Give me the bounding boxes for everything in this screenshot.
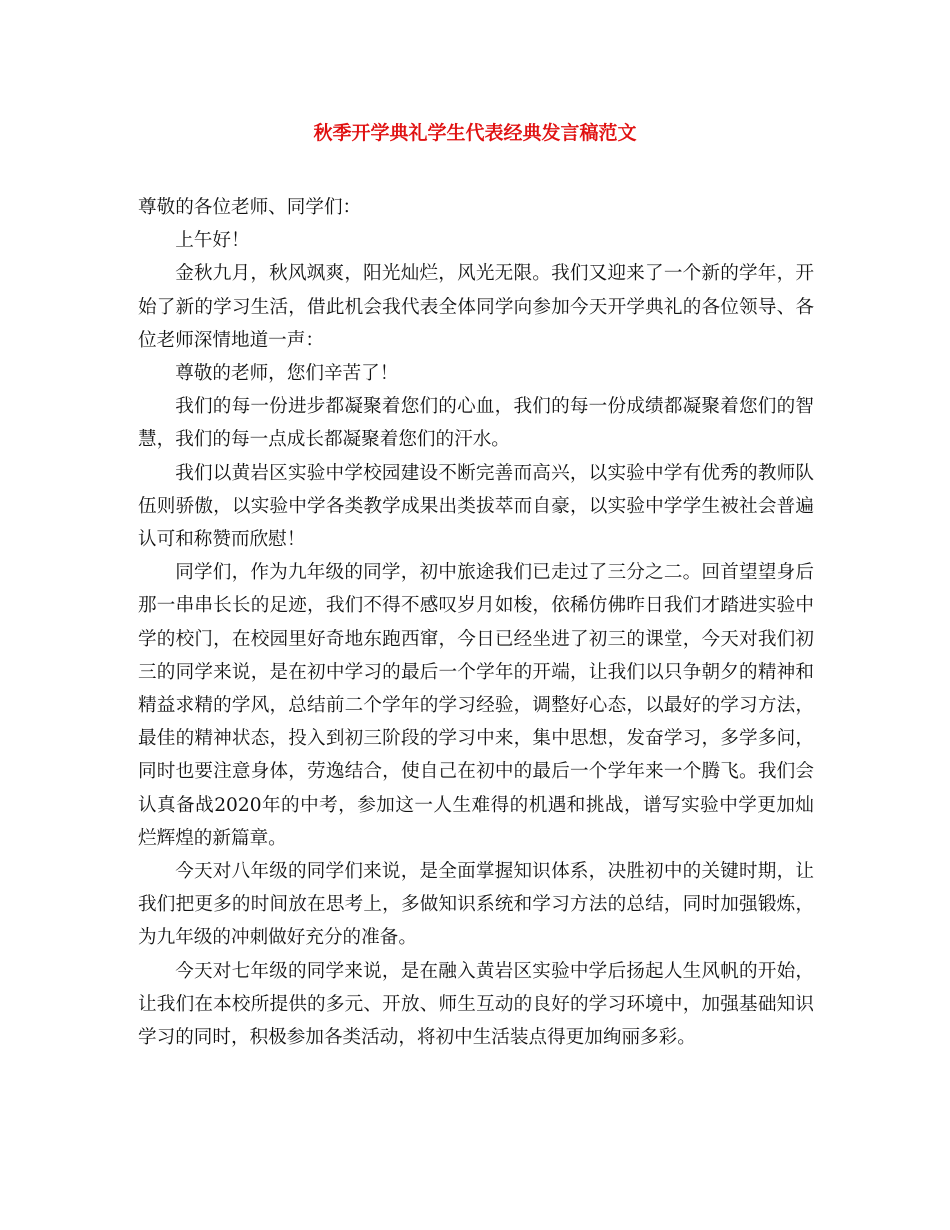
body-paragraph: 我们以黄岩区实验中学校园建设不断完善而高兴，以实验中学有优秀的教师队伍则骄傲，以实验中学各类教学成果出类拔萃而自豪，以实验中学学生被社会普遍认可和称赞而欣慰！ bbox=[138, 462, 814, 551]
document-title: 秋季开学典礼学生代表经典发言稿范文 bbox=[313, 122, 637, 144]
body-paragraph: 金秋九月，秋风飒爽，阳光灿烂，风光无限。我们又迎来了一个新的学年，开始了新的学习生活，借此机会我代表全体同学向参加今天开学典礼的各位领导、各位老师深情地道一声： bbox=[138, 263, 814, 351]
document-body bbox=[138, 191, 814, 1054]
greeting-paragraph: 上午好！ bbox=[175, 230, 250, 252]
body-paragraph: 今天对八年级的同学们来说，是全面掌握知识体系，决胜初中的关键时期，让我们把更多的时间放在思考上，多做知识系统和学习方法的总结，同时加强锻炼，为九年级的冲刺做好充分的准备。 bbox=[138, 861, 814, 949]
body-paragraph: 我们的每一份进步都凝聚着您们的心血，我们的每一份成绩都凝聚着您们的智慧，我们的每一点成长都凝聚着您们的汗水。 bbox=[138, 396, 814, 451]
body-paragraph: 同学们，作为九年级的同学，初中旅途我们已走过了三分之二。回首望望身后那一串串长长的足迹，我们不得不感叹岁月如梭，依稀仿佛昨日我们才踏进实验中学的校门，在校园里好奇地东跑西窜，今日已经坐进了初三的课堂，今天对我们初三的同学来说，是在初中学习的最后一个学年的开端，让我们以只争朝夕的精神和精益求精的学风，总结前二个学年的学习经验，调整好心态，以最好的学习方法，最佳的精神状态，投入到初三阶段的学习中来，集中思想，发奋学习，多学多问，同时也要注意身体，劳逸结合，使自己在初中的最后一个学年来一个腾飞。我们会认真备战2020年的中考，参加这一人生难得的机遇和挑战，谱写实验中学更加灿烂辉煌的新篇章。 bbox=[138, 562, 814, 849]
body-paragraph: 今天对七年级的同学来说，是在融入黄岩区实验中学后扬起人生风帆的开始，让我们在本校所提供的多元、开放、师生互动的良好的学习环境中，加强基础知识学习的同时，积极参加各类活动，将初中生活装点得更加绚丽多彩。 bbox=[138, 960, 814, 1049]
salutation-paragraph: 尊敬的各位老师、同学们： bbox=[138, 197, 362, 218]
body-paragraph: 尊敬的老师，您们辛苦了！ bbox=[175, 363, 399, 385]
